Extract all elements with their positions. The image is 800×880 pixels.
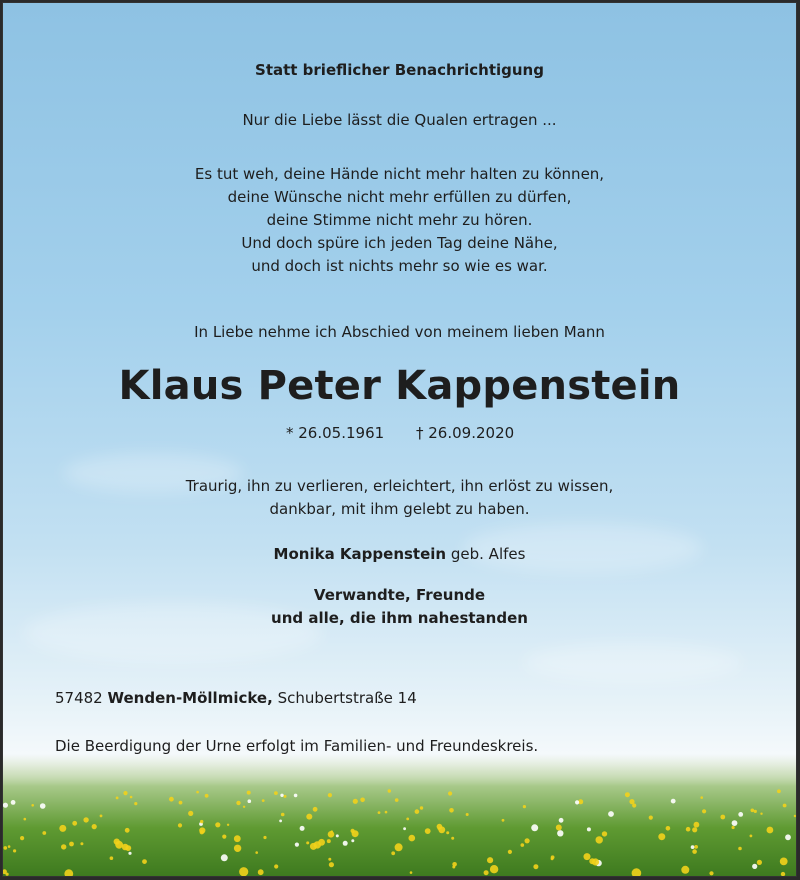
mourners-others: Verwandte, Freunde [313, 586, 486, 604]
poem-line: deine Wünsche nicht mehr erfüllen zu dürfen, [227, 188, 572, 206]
death-date: † 26.09.2020 [416, 424, 515, 442]
sentiment-line: dankbar, mit ihm gelebt zu haben. [269, 500, 530, 518]
mourner-primary [3, 545, 796, 563]
cloud [523, 643, 743, 683]
mourner-note: geb. Alfes [450, 545, 526, 563]
header-title: Statt brieflicher Benachrichtigung [255, 61, 544, 79]
poem-line: und doch ist nichts mehr so wie es war. [251, 257, 548, 275]
poem-line: Es tut weh, deine Hände nicht mehr halten zu können, [194, 165, 605, 183]
deceased-name: Klaus Peter Kappenstein [118, 363, 681, 409]
mourner-name: Monika Kappenstein [273, 545, 447, 563]
address-zip: 57482 [55, 689, 103, 707]
address-street: Schubertstraße 14 [277, 689, 417, 707]
farewell-text: In Liebe nehme ich Abschied von meinem lieben Mann [194, 323, 605, 341]
funeral-note: Die Beerdigung der Urne erfolgt im Familien- und Freundeskreis. [55, 737, 539, 755]
address-town: Wenden-Möllmicke, [107, 689, 273, 707]
address [55, 689, 417, 707]
meadow-image [3, 756, 796, 876]
poem-line: deine Stimme nicht mehr zu hören. [266, 211, 533, 229]
sentiment-line: Traurig, ihn zu verlieren, erleichtert, ihn erlöst zu wissen, [185, 477, 614, 495]
poem-intro: Nur die Liebe lässt die Qualen ertragen ... [242, 111, 557, 129]
birth-date: * 26.05.1961 [286, 424, 385, 442]
obituary-card [2, 2, 797, 877]
poem-line: Und doch spüre ich jeden Tag deine Nähe, [241, 234, 558, 252]
mourners-others: und alle, die ihm nahestanden [271, 609, 528, 627]
